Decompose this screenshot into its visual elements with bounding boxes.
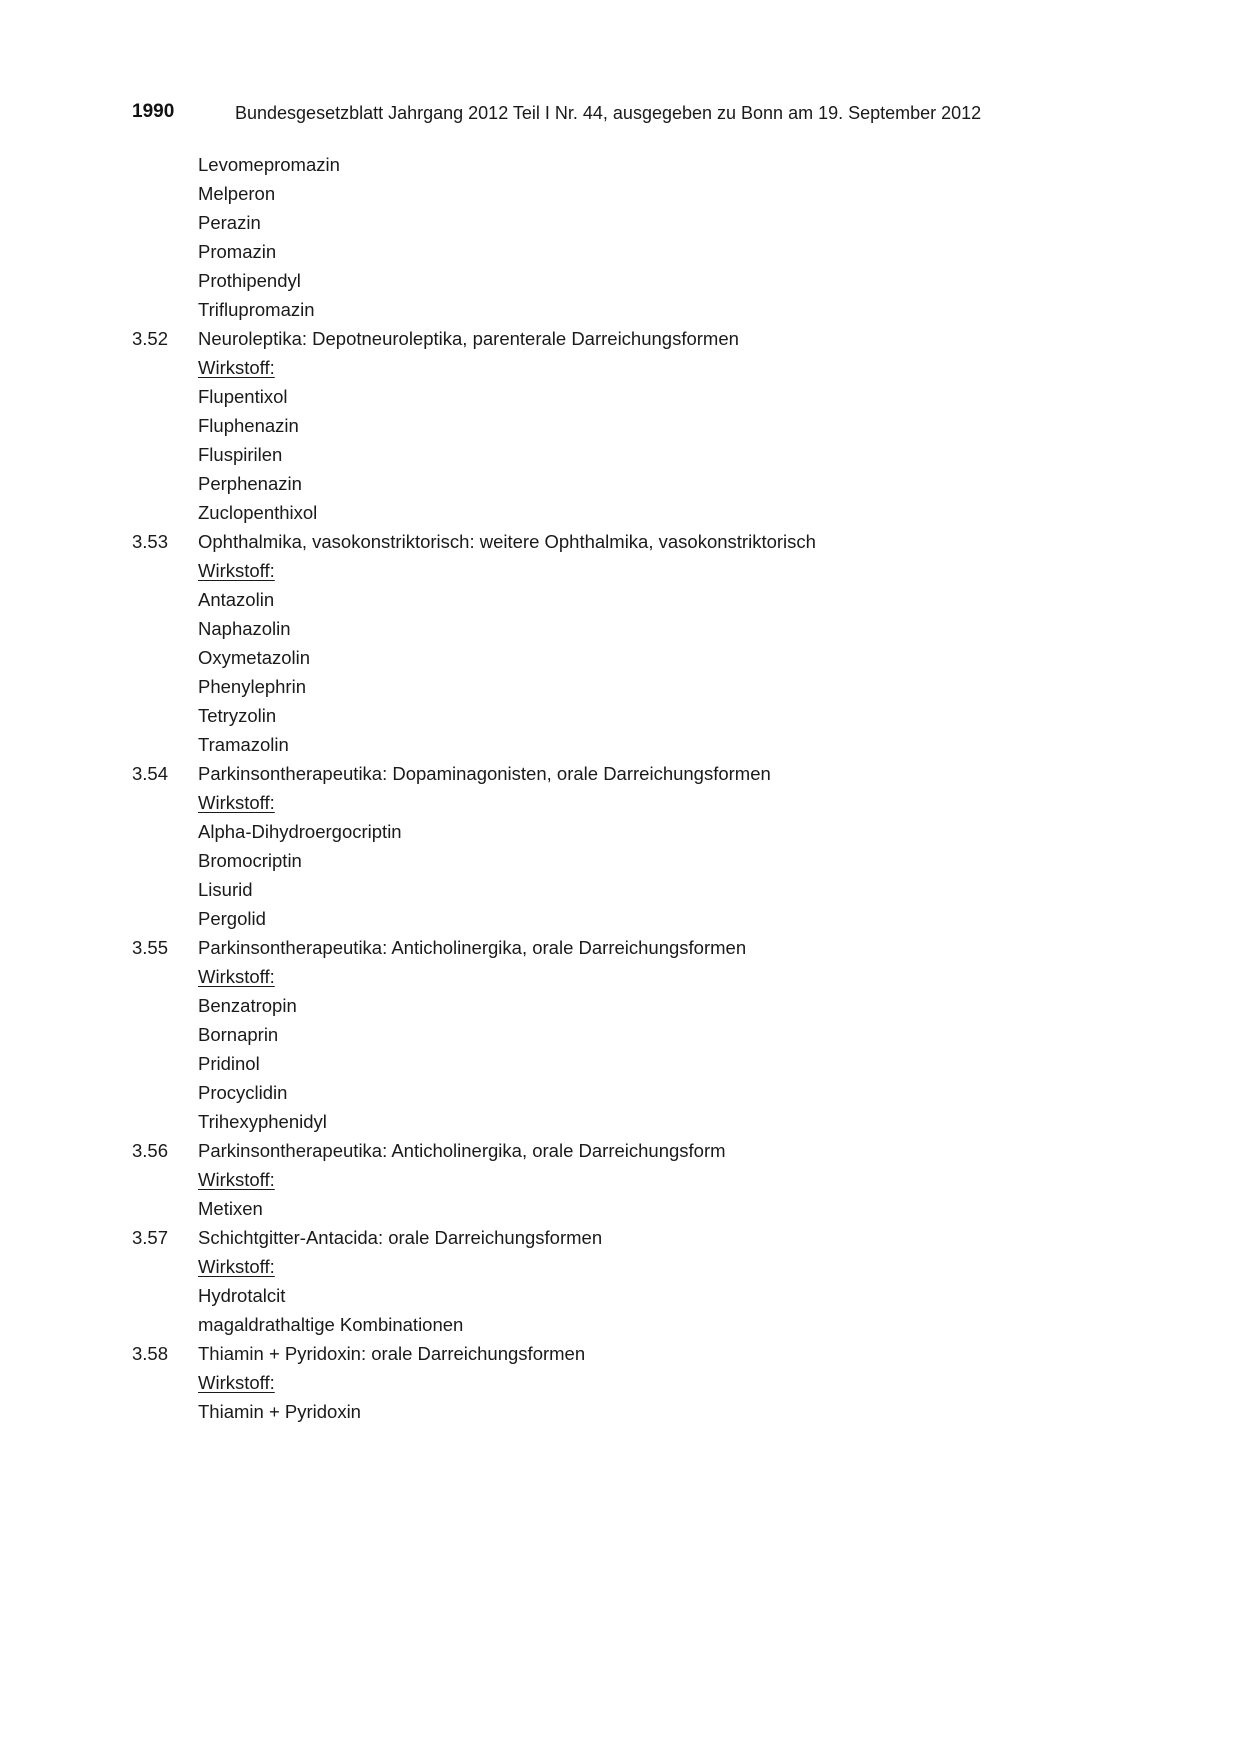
list-item: Metixen xyxy=(198,1198,263,1219)
list-item: Tramazolin xyxy=(198,734,289,755)
list-item: Fluspirilen xyxy=(198,444,283,465)
list-item: Melperon xyxy=(198,183,276,204)
section-label: Wirkstoff: xyxy=(198,560,275,581)
section-number: 3.54 xyxy=(132,763,169,784)
document-body xyxy=(132,150,1132,1426)
section-label: Wirkstoff: xyxy=(198,1372,275,1393)
section-heading xyxy=(132,1339,1132,1368)
list-item: Benzatropin xyxy=(198,995,297,1016)
list-item: Trihexyphenidyl xyxy=(198,1111,327,1132)
list-item: Prothipendyl xyxy=(198,270,301,291)
section-heading xyxy=(132,527,1132,556)
section-heading xyxy=(132,759,1132,788)
list-item: Perazin xyxy=(198,212,261,233)
section-label: Wirkstoff: xyxy=(198,966,275,987)
list-item: Oxymetazolin xyxy=(198,647,311,668)
section-title: Thiamin + Pyridoxin: orale Darreichungsformen xyxy=(198,1343,586,1364)
list-item: Levomepromazin xyxy=(198,154,340,175)
page-number: 1990 xyxy=(132,101,175,122)
section-title: Parkinsontherapeutika: Dopaminagonisten, orale Darreichungsformen xyxy=(198,763,771,784)
section-number: 3.57 xyxy=(132,1227,169,1248)
section-heading xyxy=(132,1223,1132,1252)
section-label: Wirkstoff: xyxy=(198,1256,275,1277)
section-number: 3.53 xyxy=(132,531,169,552)
section-number: 3.58 xyxy=(132,1343,169,1364)
section-label: Wirkstoff: xyxy=(198,792,275,813)
list-item: Zuclopenthixol xyxy=(198,502,318,523)
section-title: Neuroleptika: Depotneuroleptika, parenterale Darreichungsformen xyxy=(198,328,739,349)
list-item: Phenylephrin xyxy=(198,676,306,697)
list-item: Alpha-Dihydroergocriptin xyxy=(198,821,402,842)
section-label: Wirkstoff: xyxy=(198,1169,275,1190)
section-number: 3.52 xyxy=(132,328,169,349)
list-item: Antazolin xyxy=(198,589,275,610)
list-item: Perphenazin xyxy=(198,473,302,494)
section-number: 3.55 xyxy=(132,937,169,958)
section-heading xyxy=(132,1136,1132,1165)
list-item: Naphazolin xyxy=(198,618,291,639)
list-item: Thiamin + Pyridoxin xyxy=(198,1401,361,1422)
list-item: Promazin xyxy=(198,241,277,262)
running-head: Bundesgesetzblatt Jahrgang 2012 Teil I Nr. 44, ausgegeben zu Bonn am 19. September 2012 xyxy=(235,103,982,123)
section-heading xyxy=(132,324,1132,353)
section-heading xyxy=(132,933,1132,962)
section-title: Parkinsontherapeutika: Anticholinergika, orale Darreichungsformen xyxy=(198,937,747,958)
list-item: Pridinol xyxy=(198,1053,260,1074)
section-title: Schichtgitter-Antacida: orale Darreichungsformen xyxy=(198,1227,603,1248)
section-title: Ophthalmika, vasokonstriktorisch: weitere Ophthalmika, vasokonstriktorisch xyxy=(198,531,816,552)
list-item: Tetryzolin xyxy=(198,705,277,726)
list-item: Flupentixol xyxy=(198,386,288,407)
section-label: Wirkstoff: xyxy=(198,357,275,378)
list-item: Hydrotalcit xyxy=(198,1285,286,1306)
list-item: magaldrathaltige Kombinationen xyxy=(198,1314,464,1335)
list-item: Pergolid xyxy=(198,908,266,929)
list-item: Fluphenazin xyxy=(198,415,299,436)
list-item: Procyclidin xyxy=(198,1082,288,1103)
list-item: Bromocriptin xyxy=(198,850,302,871)
list-item: Triflupromazin xyxy=(198,299,315,320)
section-title: Parkinsontherapeutika: Anticholinergika, orale Darreichungsform xyxy=(198,1140,726,1161)
list-item: Lisurid xyxy=(198,879,253,900)
list-item: Bornaprin xyxy=(198,1024,279,1045)
page-header xyxy=(132,99,1132,129)
section-number: 3.56 xyxy=(132,1140,169,1161)
